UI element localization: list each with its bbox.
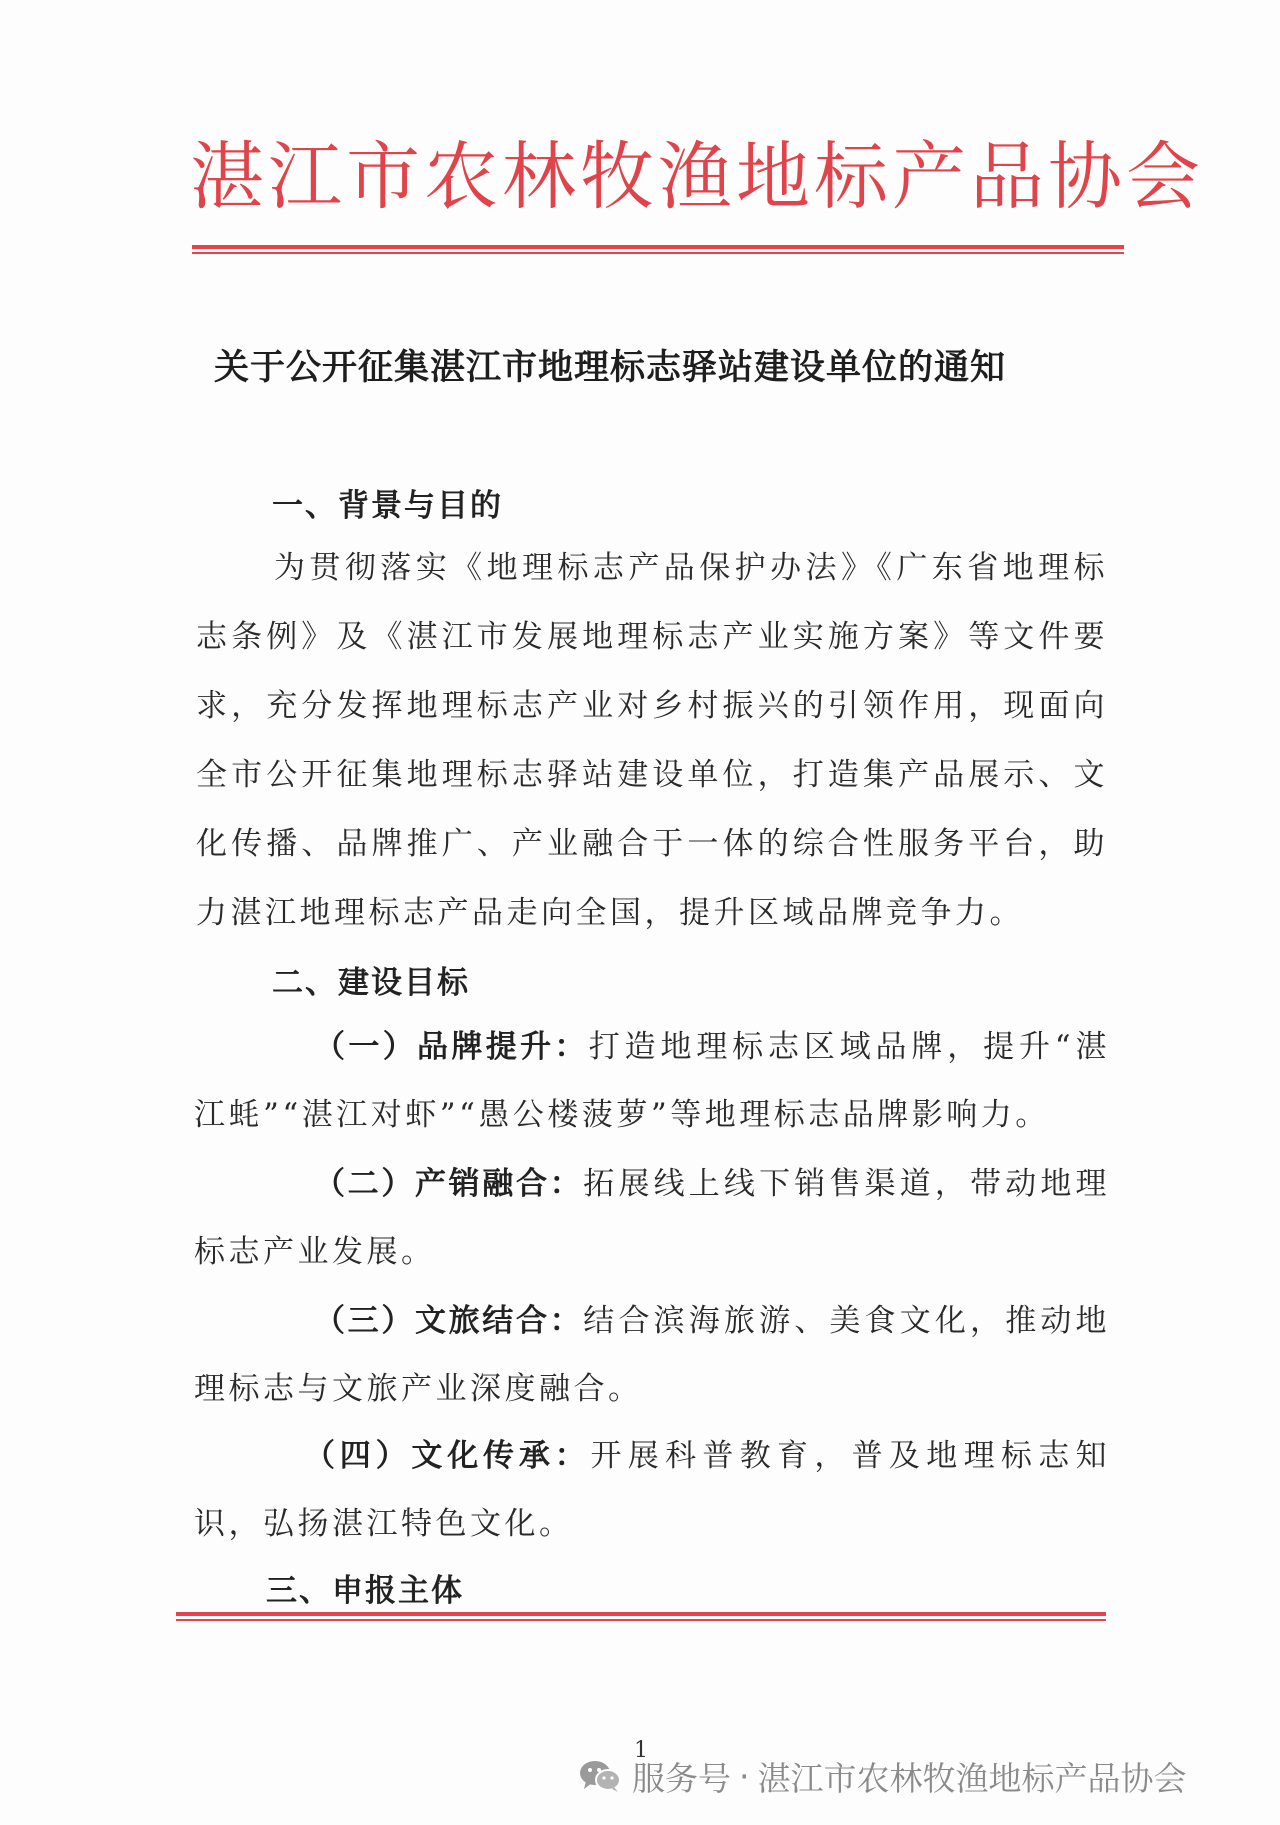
wechat-icon	[578, 1759, 622, 1793]
footer-rule-thick	[176, 1612, 1106, 1616]
watermark-prefix: 服务号	[632, 1758, 731, 1798]
footer-rule-thin	[176, 1619, 1106, 1621]
organization-letterhead: 湛江市农林牧渔地标产品协会	[190, 134, 1204, 220]
goal-label: （一）品牌提升：	[314, 1029, 589, 1065]
goal-text: 开展科普教育，普及地理标志知识，弘扬湛江特色文化。	[194, 1438, 1111, 1542]
goal-label: （三）文旅结合：	[314, 1303, 584, 1339]
goal-item	[194, 1422, 1110, 1558]
letterhead-rule-thick	[192, 245, 1124, 249]
watermark-account-name: 湛江市农林牧渔地标产品协会	[757, 1758, 1187, 1798]
goal-text: 结合滨海旅游、美食文化，推动地理标志与文旅产业深度融合。	[194, 1303, 1111, 1407]
goal-text: 拓展线上线下销售渠道，带动地理标志产业发展。	[194, 1166, 1111, 1270]
section-heading-goals: 二、建设目标	[272, 965, 470, 1001]
section-body-background: 为贯彻落实《地理标志产品保护办法》《广东省地理标志条例》及《湛江市发展地理标志产业实施方案》等文件要求，充分发挥地理标志产业对乡村振兴的引领作用，现面向全市公开征集地理标志驿站建设单位，打造集产品展示、文化传播、品牌推广、产业融合于一体的综合性服务平台，助力湛江地理标志产品走向全国，提升区域品牌竞争力。	[196, 550, 1108, 931]
section-heading-applicant: 三、申报主体	[266, 1573, 464, 1609]
wechat-account-watermark[interactable]	[578, 1752, 1187, 1800]
goal-item	[194, 1287, 1110, 1423]
document-title: 关于公开征集湛江市地理标志驿站建设单位的通知	[214, 347, 1007, 388]
goal-label: （二）产销融合：	[314, 1166, 584, 1202]
goal-item	[194, 1150, 1110, 1286]
watermark-separator: ·	[739, 1756, 750, 1796]
goal-label: （四）文化传承：	[304, 1438, 591, 1474]
section-heading-background: 一、背景与目的	[272, 488, 503, 524]
letterhead-rule-thin	[192, 252, 1124, 254]
goal-text: 打造地理标志区域品牌，提升“湛江蚝”“湛江对虾”“愚公楼菠萝”等地理标志品牌影响力。	[194, 1029, 1110, 1133]
page-number: 1	[634, 1738, 648, 1763]
goal-item	[194, 1013, 1110, 1149]
